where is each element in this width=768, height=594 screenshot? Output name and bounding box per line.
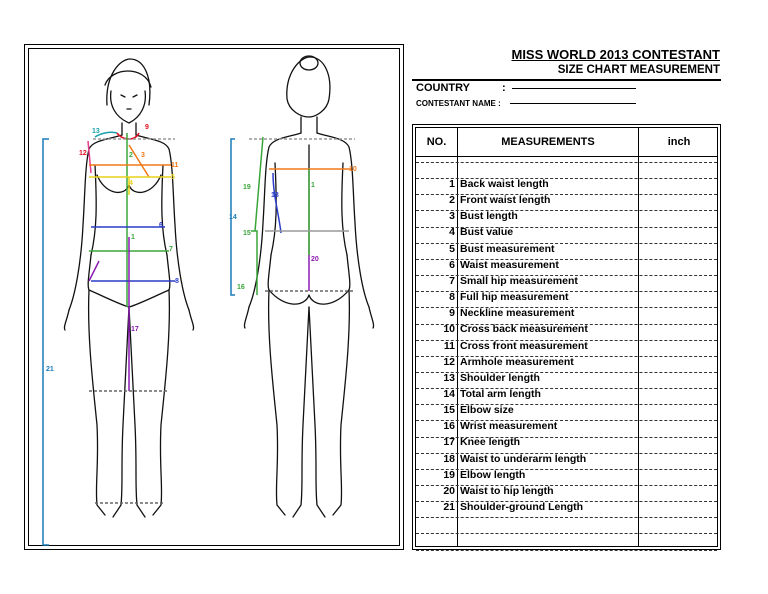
table-row <box>416 435 717 451</box>
table-row <box>416 177 717 193</box>
front-label-6: 6 <box>159 222 163 229</box>
row-number: 10 <box>443 323 455 336</box>
row-number: 14 <box>443 387 455 400</box>
table-row <box>416 242 717 258</box>
row-inch-value-cell[interactable] <box>640 468 718 483</box>
row-number: 19 <box>443 468 455 481</box>
row-separator <box>416 469 717 470</box>
row-measurement-name: Neckline measurement <box>460 307 575 320</box>
contestant-input-line[interactable] <box>510 103 636 104</box>
body-measurement-illustration <box>25 45 405 551</box>
row-measurement-name: Armhole measurement <box>460 355 574 368</box>
row-inch-value-cell[interactable] <box>640 258 718 273</box>
row-inch-value-cell[interactable] <box>640 500 718 515</box>
back-label-15: 15 <box>243 230 251 237</box>
table-row <box>416 209 717 225</box>
row-measurement-name: Waist to underarm length <box>460 452 587 465</box>
row-inch-value-cell[interactable] <box>640 403 718 418</box>
row-inch-value-cell[interactable] <box>640 242 718 257</box>
row-inch-value-cell[interactable] <box>640 435 718 450</box>
front-label-13: 13 <box>92 128 100 135</box>
row-separator <box>416 243 717 244</box>
row-separator <box>416 437 717 438</box>
country-label: COUNTRY <box>416 82 470 94</box>
row-number: 5 <box>449 242 455 255</box>
front-label-7: 7 <box>169 246 173 253</box>
table-row <box>416 258 717 274</box>
row-inch-value-cell[interactable] <box>640 274 718 289</box>
row-separator <box>416 162 717 163</box>
row-inch-value-cell[interactable] <box>640 193 718 208</box>
table-row <box>416 371 717 387</box>
row-inch-value-cell[interactable] <box>640 387 718 402</box>
row-number: 18 <box>443 452 455 465</box>
front-label-2: 2 <box>129 152 133 159</box>
row-separator <box>416 501 717 502</box>
country-field <box>416 82 636 94</box>
column-header-measurements: MEASUREMENTS <box>501 136 595 148</box>
back-label-18: 18 <box>271 192 279 199</box>
front-label-17: 17 <box>131 326 139 333</box>
front-label-12: 12 <box>79 150 87 157</box>
table-row <box>416 468 717 484</box>
row-inch-value-cell[interactable] <box>640 209 718 224</box>
measurement-table <box>412 124 721 550</box>
header-divider <box>416 156 717 157</box>
front-label-9: 9 <box>145 124 149 131</box>
row-separator <box>416 388 717 389</box>
row-inch-value-cell[interactable] <box>640 484 718 499</box>
front-label-8: 8 <box>175 278 179 285</box>
row-separator <box>416 178 717 179</box>
table-row <box>416 306 717 322</box>
row-inch-value-cell[interactable] <box>640 355 718 370</box>
row-separator <box>416 485 717 486</box>
back-label-20: 20 <box>311 256 319 263</box>
row-measurement-name: Elbow length <box>460 468 526 481</box>
row-number: 9 <box>449 307 455 320</box>
back-label-1: 1 <box>311 182 315 189</box>
table-row <box>416 322 717 338</box>
table-row <box>416 274 717 290</box>
row-number: 7 <box>449 274 455 287</box>
page-subtitle: SIZE CHART MEASUREMENT <box>557 64 720 76</box>
row-inch-value-cell[interactable] <box>640 371 718 386</box>
row-separator <box>416 227 717 228</box>
row-measurement-name: Total arm length <box>460 387 541 400</box>
contestant-label: CONTESTANT NAME : <box>416 99 501 108</box>
row-separator <box>416 420 717 421</box>
table-row <box>416 193 717 209</box>
table-row <box>416 403 717 419</box>
table-row <box>416 355 717 371</box>
figure-frame <box>24 44 404 550</box>
front-label-11: 11 <box>171 162 179 169</box>
row-measurement-name: Small hip measurement <box>460 274 578 287</box>
row-number: 4 <box>449 226 455 239</box>
row-number: 21 <box>443 501 455 513</box>
back-label-10: 10 <box>349 166 357 173</box>
row-number: 6 <box>449 258 455 271</box>
row-number: 17 <box>443 436 455 449</box>
table-row <box>416 387 717 403</box>
contestant-field <box>416 99 636 108</box>
table-row <box>416 484 717 500</box>
row-inch-value-cell[interactable] <box>640 290 718 305</box>
back-label-19: 19 <box>243 184 251 191</box>
row-number: 13 <box>443 371 455 384</box>
row-number: 16 <box>443 420 455 433</box>
front-label-5: 5 <box>171 174 175 181</box>
header-rule <box>412 79 721 81</box>
row-separator <box>416 356 717 357</box>
row-separator <box>416 324 717 325</box>
row-measurement-name: Shoulder-ground Length <box>460 501 584 513</box>
row-number: 12 <box>443 355 455 368</box>
row-measurement-name: Bust value <box>460 226 514 239</box>
page-title: MISS WORLD 2013 CONTESTANT <box>511 47 720 62</box>
front-label-21: 21 <box>46 366 54 373</box>
row-separator <box>416 307 717 308</box>
front-label-1: 1 <box>131 234 135 241</box>
row-inch-value-cell[interactable] <box>640 306 718 321</box>
row-number: 1 <box>449 178 455 190</box>
column-header-inch: inch <box>667 136 691 148</box>
row-separator <box>416 404 717 405</box>
row-separator <box>416 275 717 276</box>
column-header-no: NO. <box>426 136 447 148</box>
row-separator <box>416 453 717 454</box>
row-separator <box>416 259 717 260</box>
row-measurement-name: Bust length <box>460 210 518 223</box>
measurement-table-inner <box>415 127 718 547</box>
row-inch-value-cell[interactable] <box>640 225 718 240</box>
table-row <box>416 339 717 355</box>
row-inch-value-cell[interactable] <box>640 322 718 337</box>
table-row <box>416 452 717 468</box>
row-measurement-name: Waist to hip length <box>460 484 554 497</box>
row-measurement-name: Shoulder length <box>460 371 540 384</box>
row-number: 15 <box>443 404 455 417</box>
row-separator <box>416 372 717 373</box>
row-measurement-name: Knee length <box>460 436 521 449</box>
row-separator <box>416 340 717 341</box>
row-number: 20 <box>443 484 455 497</box>
row-measurement-name: Back waist length <box>460 178 549 190</box>
row-number: 11 <box>443 339 455 352</box>
table-row <box>416 225 717 241</box>
row-inch-value-cell[interactable] <box>640 339 718 354</box>
row-measurement-name: Waist measurement <box>460 258 559 271</box>
row-measurement-name: Front waist length <box>460 194 551 207</box>
table-row <box>416 290 717 306</box>
row-separator <box>416 533 717 534</box>
row-inch-value-cell[interactable] <box>640 419 718 434</box>
back-label-14: 14 <box>229 214 237 221</box>
row-inch-value-cell[interactable] <box>640 177 718 192</box>
row-number: 8 <box>449 291 455 304</box>
row-measurement-name: Bust measurement <box>460 242 555 255</box>
row-separator <box>416 517 717 518</box>
row-separator <box>416 194 717 195</box>
front-label-3: 3 <box>141 152 145 159</box>
front-label-4: 4 <box>129 180 133 187</box>
row-number: 2 <box>449 194 455 207</box>
back-label-16: 16 <box>237 284 245 291</box>
row-separator <box>416 550 717 551</box>
row-measurement-name: Wrist measurement <box>460 420 558 433</box>
row-measurement-name: Cross front measurement <box>460 339 588 352</box>
row-inch-value-cell[interactable] <box>640 452 718 467</box>
row-separator <box>416 210 717 211</box>
country-colon: : <box>502 82 506 94</box>
row-measurement-name: Elbow size <box>460 404 514 417</box>
row-measurement-name: Cross back measurement <box>460 323 588 336</box>
row-measurement-name: Full hip measurement <box>460 291 569 304</box>
table-row <box>416 500 717 516</box>
country-input-line[interactable] <box>512 88 636 89</box>
table-row <box>416 419 717 435</box>
row-number: 3 <box>449 210 455 223</box>
row-separator <box>416 291 717 292</box>
